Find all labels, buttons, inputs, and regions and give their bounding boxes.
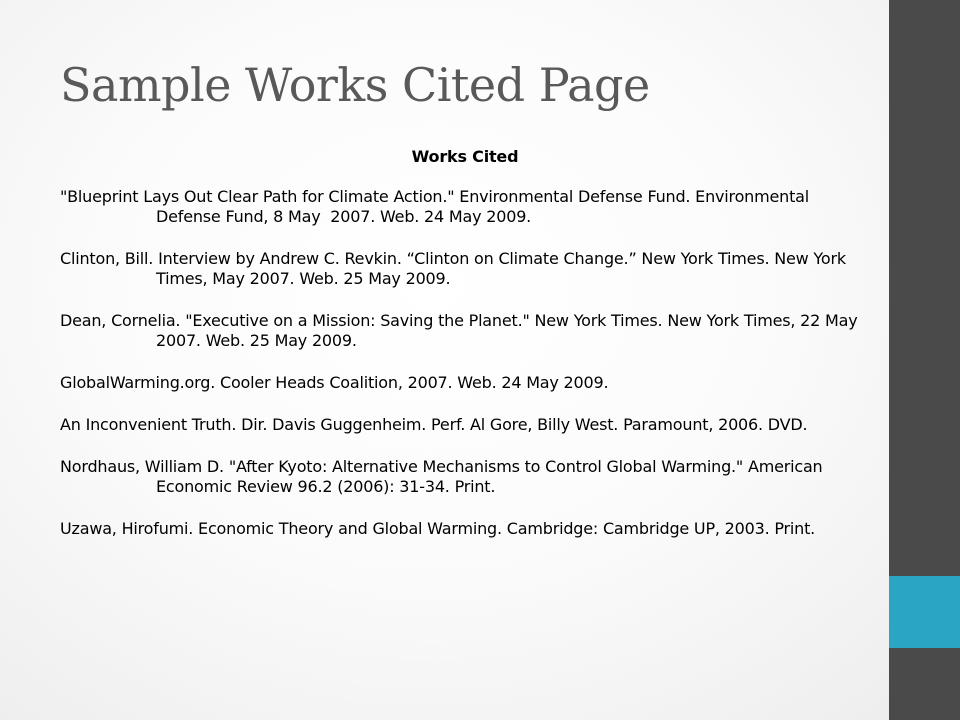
sidebar-accent-block [889, 576, 960, 648]
citation-entry: "Blueprint Lays Out Clear Path for Climate Action." Environmental Defense Fund. Environmental Defense Fund, 8 May 2007. Web. 24 May 2009. [60, 187, 814, 226]
works-cited-heading: Works Cited [411, 147, 519, 166]
works-cited-content [60, 147, 870, 561]
citation-entry: Dean, Cornelia. "Executive on a Mission: Saving the Planet." New York Times. New York Times, 22 May 2007. Web. 25 May 2009. [60, 311, 863, 350]
citation-entry: Clinton, Bill. Interview by Andrew C. Revkin. “Clinton on Climate Change.” New York Times. New York Times, May 2007. Web. 25 May 2009. [60, 249, 851, 288]
citation-entry: Nordhaus, William D. "After Kyoto: Alternative Mechanisms to Control Global Warming." American Economic Review 96.2 (2006): 31-34. Print. [60, 457, 843, 496]
slide-title: Sample Works Cited Page [60, 58, 650, 112]
citation-entry: An Inconvenient Truth. Dir. Davis Guggenheim. Perf. Al Gore, Billy West. Paramount, 2006. DVD. [60, 415, 808, 434]
citation-list [60, 187, 870, 539]
citation-entry: GlobalWarming.org. Cooler Heads Coalition, 2007. Web. 24 May 2009. [60, 373, 609, 392]
citation-entry: Uzawa, Hirofumi. Economic Theory and Global Warming. Cambridge: Cambridge UP, 2003. Print. [60, 519, 816, 538]
